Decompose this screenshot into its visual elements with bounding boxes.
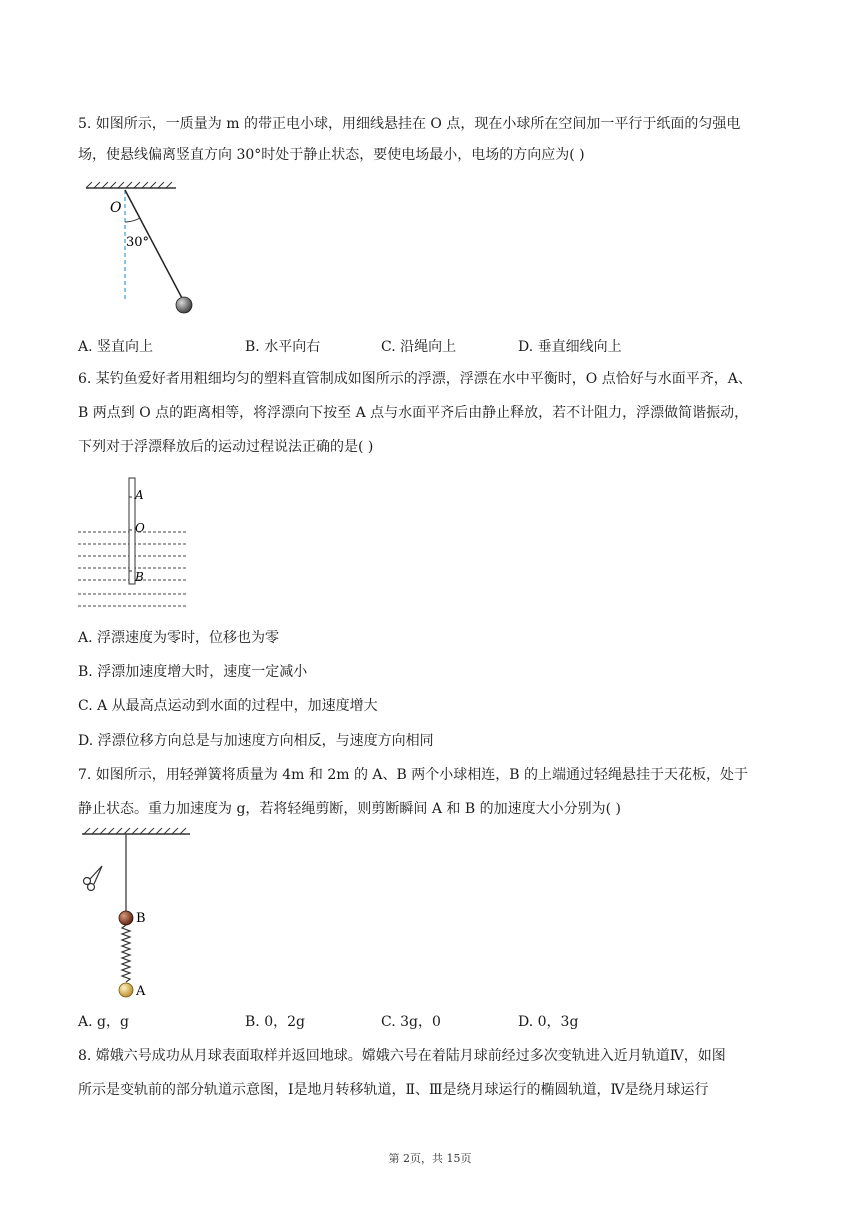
q8-line-2: 所示是变轨前的部分轨道示意图，Ⅰ是地月转移轨道，Ⅱ、Ⅲ是绕月球运行的椭圆轨道，Ⅳ是绕月球运行 — [78, 1082, 709, 1098]
q5-line-2: 场，使悬线偏离竖直方向 30°时处于静止状态，要使电场最小，电场的方向应为( ) — [78, 147, 585, 163]
q6-float-figure — [78, 475, 193, 615]
q7-option-d: D. 0，3g — [518, 1014, 579, 1030]
ball-b — [119, 911, 133, 925]
q7-option-c: C. 3g，0 — [381, 1014, 441, 1030]
q6-option-d: D. 浮漂位移方向总是与加速度方向相反，与速度方向相同 — [78, 733, 434, 749]
q5-option-a: A. 竖直向上 — [78, 339, 154, 355]
angle-arc — [125, 218, 140, 222]
angle-label: 30° — [126, 235, 150, 250]
q6-option-b: B. 浮漂加速度增大时，速度一定减小 — [78, 664, 308, 680]
spring — [122, 925, 130, 982]
scissors-icon — [84, 866, 103, 891]
q5-option-d: D. 垂直细线向上 — [518, 339, 622, 355]
q6-option-c: C. A 从最高点运动到水面的过程中，加速度增大 — [78, 698, 378, 714]
q7-option-a: A. g，g — [78, 1014, 129, 1030]
ceiling-hatch — [86, 182, 176, 188]
q5-line-1: 5. 如图所示，一质量为 m 的带正电小球，用细线悬挂在 O 点，现在小球所在空间加一平行于纸面的匀强电 — [78, 116, 741, 132]
label-b: B — [135, 570, 144, 584]
q5-option-b: B. 水平向右 — [245, 339, 321, 355]
q6-line-1: 6. 某钓鱼爱好者用粗细均匀的塑料直管制成如图所示的浮漂，浮漂在水中平衡时，O 点恰好与水面平齐，A、 — [78, 371, 752, 387]
label-a: A — [136, 984, 146, 999]
charged-ball — [176, 297, 192, 313]
label-o: O — [135, 521, 145, 535]
ceiling-hatch — [82, 828, 190, 834]
point-o-label: O — [110, 200, 122, 216]
q8-line-1: 8. 嫦娥六号成功从月球表面取样并返回地球。嫦娥六号在着陆月球前经过多次变轨进入近月轨道Ⅳ，如图 — [78, 1048, 726, 1064]
label-b: B — [136, 911, 146, 926]
q7-line-2: 静止状态。重力加速度为 g，若将轻绳剪断，则剪断瞬间 A 和 B 的加速度大小分别为( ) — [78, 801, 621, 817]
label-a: A — [135, 488, 144, 502]
q6-line-3: 下列对于浮漂释放后的运动过程说法正确的是( ) — [78, 439, 374, 455]
q7-spring-figure — [78, 824, 198, 1004]
q5-pendulum-figure — [80, 180, 210, 315]
q7-option-b: B. 0，2g — [245, 1014, 305, 1030]
q7-line-1: 7. 如图所示，用轻弹簧将质量为 4m 和 2m 的 A、B 两个小球相连，B 的上端通过轻绳悬挂于天花板，处于 — [78, 767, 749, 783]
ball-a — [119, 983, 133, 997]
q5-option-c: C. 沿绳向上 — [381, 339, 457, 355]
q6-line-2: B 两点到 O 点的距离相等，将浮漂向下按至 A 点与水面平齐后由静止释放，若不计阻力，浮漂做简谐振动， — [78, 405, 749, 421]
page-footer: 第 2页，共 15页 — [388, 1152, 472, 1165]
q6-option-a: A. 浮漂速度为零时，位移也为零 — [78, 630, 280, 646]
